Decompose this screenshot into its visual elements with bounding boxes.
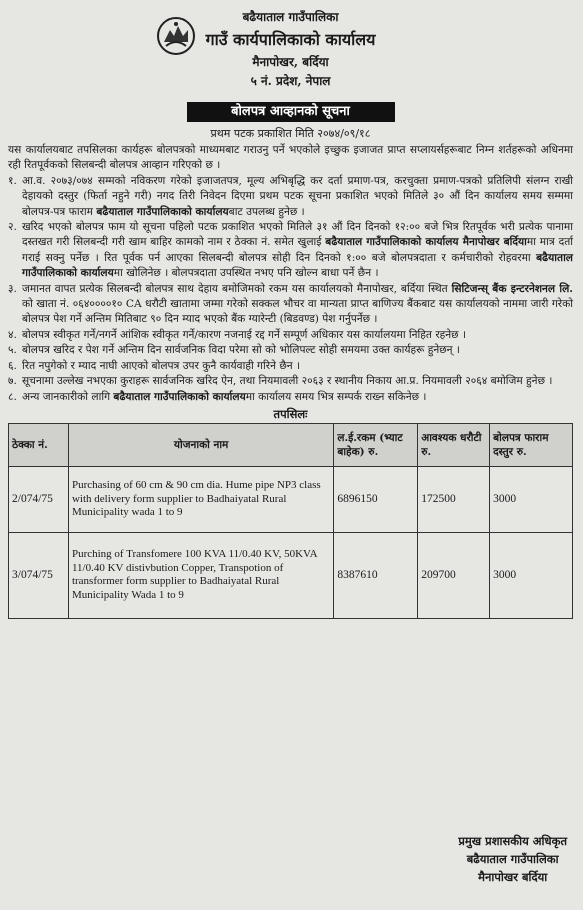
estimate-amount: 8387610 <box>334 532 418 618</box>
contract-no: 2/074/75 <box>9 466 69 532</box>
nepal-emblem-icon <box>156 16 196 56</box>
office-location: मैनापोखर, बर्दिया <box>252 55 329 69</box>
col-contract-no: ठेक्का नं. <box>9 423 69 466</box>
form-fee: 3000 <box>490 532 573 618</box>
deposit-amount: 209700 <box>418 532 490 618</box>
estimate-amount: 6896150 <box>334 466 418 532</box>
deposit-amount: 172500 <box>418 466 490 532</box>
condition-item: ८. अन्य जानकारीको लागि बढैयाताल गाउँपालिकाको कार्यालयमा कार्यालय समय भित्र सम्पर्क राख्न सकिनेछ । <box>8 390 427 403</box>
condition-item: ६. रित नपुगेको र म्याद नाघी आएको बोलपत्र उपर कुनै कार्यवाही गरिने छैन । <box>8 359 301 372</box>
condition-item: २. खरिद भएको बोलपत्र फाम यो सूचना पहिलो पटक प्रकाशित भएको मितिले ३१ औं दिन दिनको १२:०० बजे भित्र रितपूर्वक भरी प्रत्येक पानामा दस्तखत गरी सिलबन्दी गरी खाम बाहिर कामको नाम र ठेक्का नं. समेत खुलाई बढैयाताल गाउँपालिकाको कार्यालय मैनापोखर बर्दियामा मात्र दर्ता गराई सक्नु पर्नेछ । रित पूर्वक पर्न आएका सिलबन्दी बोलपत्र सोही दिन दिनको १:०० बजे बोलपत्रदाता र कर्मचारीको रोहवरमा बढैयाताल गाउँपालिकाको कार्यालयमा खोलिनेछ । बोलपत्रदाता उपस्थित नभए पनि खोल्न बाधा पर्ने छैन । <box>8 221 573 280</box>
project-name: Purching of Transfomere 100 KVA 11/0.40 KV, 50KVA 11/0.40 KV distivbution Copper, Transpotion of transformer form supplier to Badhaiyatal Rural Municipality Wada 1 to 9 <box>68 532 333 618</box>
table-row <box>9 466 573 532</box>
col-project-name: योजनाको नाम <box>68 423 333 466</box>
condition-item: १. आ.व. २०७३/०७४ सम्मको नविकरण गरेको इजाजतपत्र, मूल्य अभिबृद्धि कर दर्ता प्रमाण-पत्र, करचुक्ता प्रमाण-पत्रको प्रतिलिपी संलग्न राखी देहायको दस्तुर (फिर्ता नहुने गरी) नगद तिरी निवेदन दिएमा प्रथम पटक सूचना प्रकाशित भएको मितिले ३० औं दिन कार्यालय समय सम्ममा बोलपत्र-पत्र फाराम बढैयाताल गाउँपालिकाको कार्यालयबाट उपलब्ध हुनेछ । <box>8 174 573 218</box>
col-form-fee: बोलपत्र फाराम दस्तुर रु. <box>490 423 573 466</box>
condition-item: ३. जमानत वापत प्रत्येक सिलबन्दी बोलपत्र साथ देहाय बमोजिमको रकम यस कार्यालयको मैनापोखर, बर्दिया स्थित सिटिजन्स् बैंक इन्टरनेशनल लि. को खाता नं. ०६४००००१० CA धरौटी खातामा जम्मा गरेको सक्कल भौचर वा मान्यता प्राप्त बाणिज्य बैंकबाट यस कार्यालयको नाममा जारी गरेको बोलपत्र पेश गर्ने अन्तिम मितिबाट ९० दिन म्याद भएको बैंक ग्यारेन्टी (बिडवण्ड) पेश गर्नुपर्नेछ । <box>8 282 573 326</box>
details-heading: तपसिलः <box>273 406 308 421</box>
signatory-municipality: बढैयाताल गाउँपालिका <box>466 852 559 866</box>
col-estimate: ल.ई.रकम (भ्याट बाहेक) रु. <box>334 423 418 466</box>
notice-title-banner: बोलपत्र आव्हानको सूचना <box>187 102 395 122</box>
condition-item: ४. बोलपत्र स्वीकृत गर्ने/नगर्ने आंशिक स्वीकृत गर्ने/कारण नजनाई रद्द गर्ने सम्पूर्ण अधिकार यस कार्यालयमा निहित रहनेछ । <box>8 328 466 341</box>
intro-paragraph: यस कार्यालयबाट तपसिलका कार्यहरू बोलपत्रको माध्यमबाट गराउनु पर्ने भएकोले इच्छुक इजाजत प्राप्त सप्लायर्सहरूबाट निम्न शर्तहरूको अधिनमा रही रितपूर्वकको सिलबन्दी बोलपत्र आव्हान गरिएको छ । <box>8 144 573 172</box>
publish-date: प्रथम पटक प्रकाशित मिति २०७४/०९/१८ <box>210 127 371 140</box>
letterhead <box>8 8 573 100</box>
col-deposit: आवश्यक धरौटी रु. <box>418 423 490 466</box>
office-title: गाउँ कार्यपालिकाको कार्यालय <box>205 30 376 49</box>
table-header-row <box>9 423 573 466</box>
conditions-list <box>8 174 573 405</box>
condition-item: ५. बोलपत्र खरिद र पेश गर्ने अन्तिम दिन सार्वजनिक विदा परेमा सो को भोलिपल्ट सोही समयमा उक्त कार्यहरू हुनेछन् । <box>8 344 460 357</box>
tender-table <box>8 423 573 619</box>
project-name: Purchasing of 60 cm & 90 cm dia. Hume pipe NP3 class with delivery form supplier to Badhaiyatal Rural Municipality wada 1 to 9 <box>68 466 333 532</box>
municipality-name: बढैयाताल गाउँपालिका <box>242 10 339 24</box>
table-row <box>9 532 573 618</box>
contract-no: 3/074/75 <box>9 532 69 618</box>
signatory-title: प्रमुख प्रशासकीय अधिकृत <box>458 834 567 848</box>
signature-block <box>458 832 567 886</box>
condition-item: ७. सूचनामा उल्लेख नभएका कुराहरू सार्वजनिक खरिद ऐन, तथा नियमावली २०६३ र स्थानीय निकाय आ.प्र. नियमावली २०६४ बमोजिम हुनेछ । <box>8 375 553 388</box>
signatory-location: मैनापोखर बर्दिया <box>478 870 548 884</box>
form-fee: 3000 <box>490 466 573 532</box>
province: ५ नं. प्रदेश, नेपाल <box>250 74 331 88</box>
